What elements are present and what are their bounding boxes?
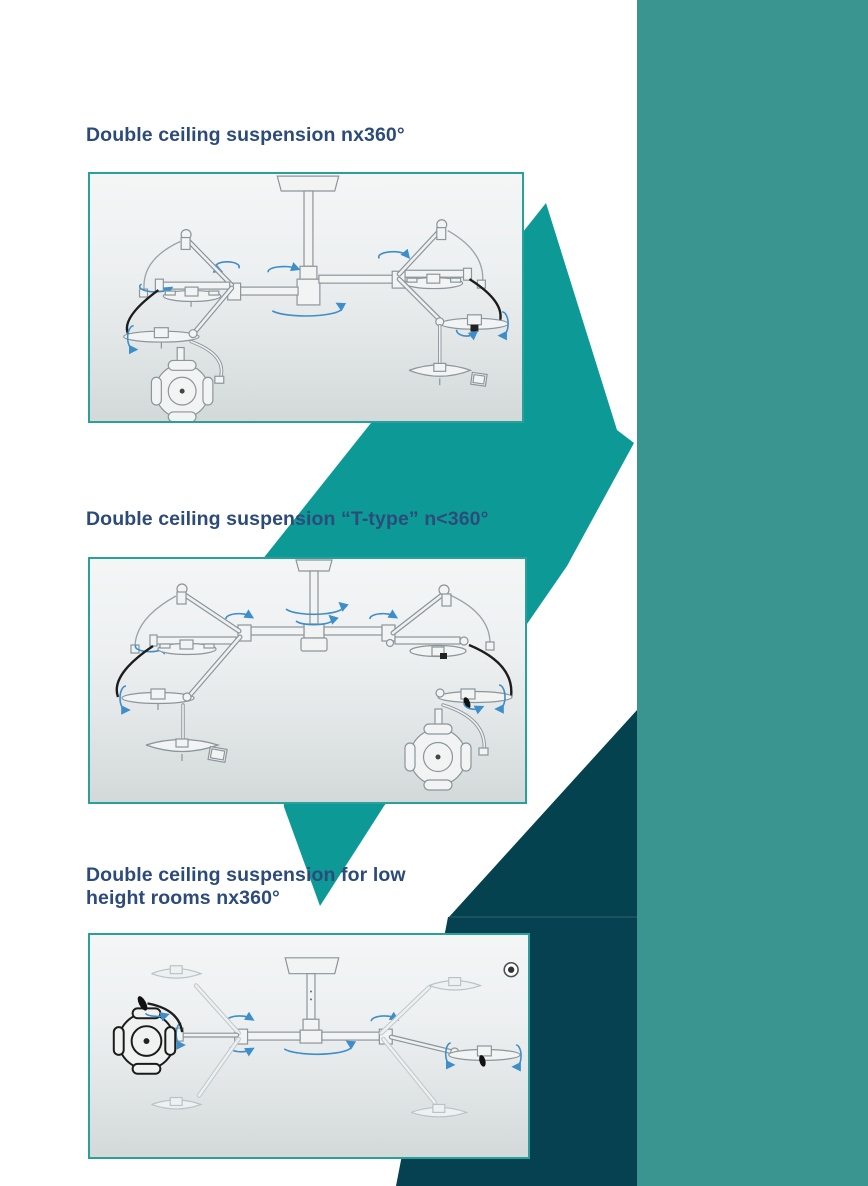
target-icon bbox=[504, 963, 518, 977]
figure-double-suspension-t-type bbox=[88, 557, 527, 804]
right-arm-assembly bbox=[381, 978, 521, 1117]
ceiling-mount bbox=[277, 176, 338, 305]
round-lamp-head bbox=[151, 360, 212, 421]
left-arm-assembly bbox=[117, 584, 240, 762]
section-heading-t-type: Double ceiling suspension “T-type” n<360° bbox=[86, 508, 489, 530]
right-arm-assembly bbox=[393, 585, 512, 790]
round-lamp-head bbox=[405, 724, 471, 790]
right-arm-assembly bbox=[399, 220, 508, 387]
right-teal-column bbox=[637, 0, 868, 1186]
section-heading-nx360: Double ceiling suspension nx360° bbox=[86, 124, 405, 146]
left-arm-assembly bbox=[124, 230, 232, 421]
section-heading-low-rooms: Double ceiling suspension for low height rooms nx360° bbox=[86, 864, 406, 910]
ceiling-mount bbox=[296, 560, 332, 651]
figure-double-suspension-low-rooms bbox=[88, 933, 530, 1159]
left-arm-assembly bbox=[114, 966, 239, 1109]
round-lamp-head bbox=[114, 1008, 175, 1073]
ceiling-mount bbox=[285, 958, 339, 1043]
figure-double-suspension-nx360 bbox=[88, 172, 524, 423]
